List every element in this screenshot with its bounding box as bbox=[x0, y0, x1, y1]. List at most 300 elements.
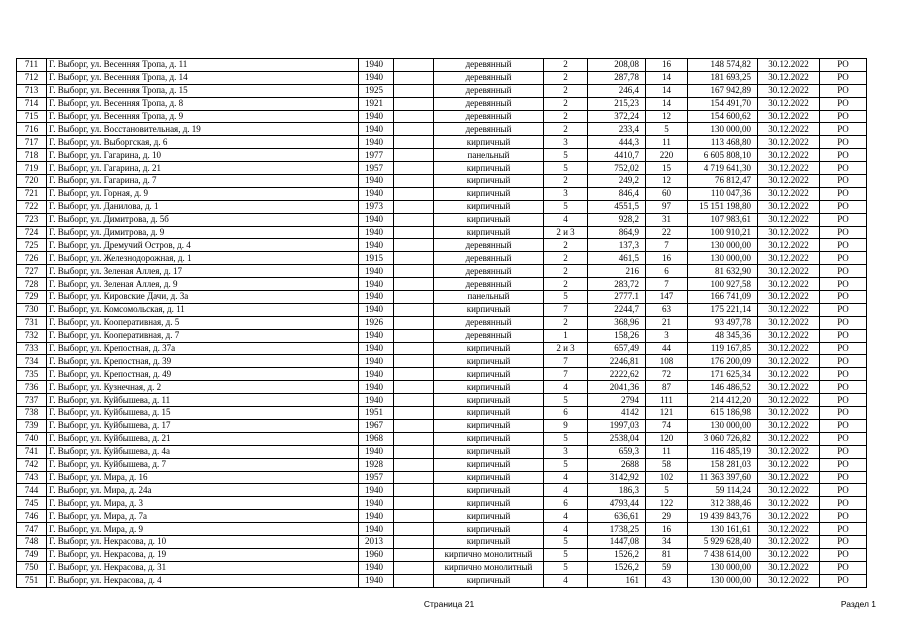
cell-date: 30.12.2022 bbox=[758, 291, 820, 304]
cell-program-code: РО bbox=[820, 445, 867, 458]
cell-area: 2246,81 bbox=[588, 355, 646, 368]
cell-date: 30.12.2022 bbox=[758, 342, 820, 355]
cell-blank-cell bbox=[394, 445, 434, 458]
cell-blank-cell bbox=[394, 291, 434, 304]
table-row bbox=[17, 59, 867, 72]
cell-address: Г. Выборг, ул. Куйбышева, д. 17 bbox=[47, 419, 359, 432]
cell-date: 30.12.2022 bbox=[758, 316, 820, 329]
cell-address: Г. Выборг, ул. Кузнечная, д. 2 bbox=[47, 381, 359, 394]
cell-row-number: 751 bbox=[17, 574, 47, 587]
cell-wall-material: кирпичный bbox=[434, 342, 544, 355]
cell-area: 216 bbox=[588, 265, 646, 278]
cell-cost: 5 929 628,40 bbox=[688, 535, 758, 548]
table-row bbox=[17, 484, 867, 497]
cell-blank-cell bbox=[394, 265, 434, 278]
cell-apartments: 16 bbox=[646, 252, 688, 265]
cell-wall-material: кирпично монолитный bbox=[434, 561, 544, 574]
cell-apartments: 7 bbox=[646, 278, 688, 291]
cell-address: Г. Выборг, ул. Дремучий Остров, д. 4 bbox=[47, 239, 359, 252]
cell-year-built: 1940 bbox=[359, 110, 394, 123]
table-row bbox=[17, 381, 867, 394]
table-row bbox=[17, 123, 867, 136]
table-row bbox=[17, 394, 867, 407]
cell-blank-cell bbox=[394, 97, 434, 110]
cell-blank-cell bbox=[394, 175, 434, 188]
cell-area: 657,49 bbox=[588, 342, 646, 355]
cell-area: 1526,2 bbox=[588, 548, 646, 561]
cell-area: 846,4 bbox=[588, 187, 646, 200]
cell-apartments: 102 bbox=[646, 471, 688, 484]
cell-year-built: 1928 bbox=[359, 458, 394, 471]
cell-year-built: 1940 bbox=[359, 329, 394, 342]
cell-cost: 110 047,36 bbox=[688, 187, 758, 200]
cell-wall-material: кирпичный bbox=[434, 226, 544, 239]
table-row bbox=[17, 97, 867, 110]
cell-row-number: 725 bbox=[17, 239, 47, 252]
cell-row-number: 734 bbox=[17, 355, 47, 368]
cell-year-built: 1940 bbox=[359, 574, 394, 587]
cell-address: Г. Выборг, ул. Некрасова, д. 10 bbox=[47, 535, 359, 548]
cell-address: Г. Выборг, ул. Куйбышева, д. 15 bbox=[47, 407, 359, 420]
cell-apartments: 74 bbox=[646, 419, 688, 432]
cell-row-number: 744 bbox=[17, 484, 47, 497]
cell-floors: 7 bbox=[544, 368, 588, 381]
cell-wall-material: деревянный bbox=[434, 123, 544, 136]
cell-address: Г. Выборг, ул. Куйбышева, д. 4а bbox=[47, 445, 359, 458]
cell-apartments: 31 bbox=[646, 213, 688, 226]
cell-apartments: 81 bbox=[646, 548, 688, 561]
cell-floors: 4 bbox=[544, 471, 588, 484]
cell-area: 461,5 bbox=[588, 252, 646, 265]
cell-wall-material: кирпичный bbox=[434, 497, 544, 510]
cell-wall-material: кирпичный bbox=[434, 394, 544, 407]
cell-address: Г. Выборг, ул. Железнодорожная, д. 1 bbox=[47, 252, 359, 265]
table-row bbox=[17, 252, 867, 265]
cell-year-built: 1977 bbox=[359, 149, 394, 162]
cell-floors: 6 bbox=[544, 497, 588, 510]
cell-wall-material: кирпичный bbox=[434, 458, 544, 471]
cell-cost: 154 491,70 bbox=[688, 97, 758, 110]
cell-cost: 130 000,00 bbox=[688, 123, 758, 136]
cell-apartments: 72 bbox=[646, 368, 688, 381]
cell-blank-cell bbox=[394, 239, 434, 252]
cell-address: Г. Выборг, ул. Мира, д. 3 bbox=[47, 497, 359, 510]
cell-date: 30.12.2022 bbox=[758, 175, 820, 188]
cell-address: Г. Выборг, ул. Восстановительная, д. 19 bbox=[47, 123, 359, 136]
cell-address: Г. Выборг, ул. Кировские Дачи, д. 3а bbox=[47, 291, 359, 304]
cell-wall-material: деревянный bbox=[434, 265, 544, 278]
cell-program-code: РО bbox=[820, 200, 867, 213]
cell-address: Г. Выборг, ул. Крепостная, д. 37а bbox=[47, 342, 359, 355]
cell-cost: 76 812,47 bbox=[688, 175, 758, 188]
cell-area: 3142,92 bbox=[588, 471, 646, 484]
cell-apartments: 7 bbox=[646, 239, 688, 252]
cell-program-code: РО bbox=[820, 84, 867, 97]
table-row bbox=[17, 497, 867, 510]
cell-wall-material: кирпичный bbox=[434, 136, 544, 149]
cell-wall-material: кирпичный bbox=[434, 303, 544, 316]
cell-cost: 4 719 641,30 bbox=[688, 162, 758, 175]
cell-row-number: 727 bbox=[17, 265, 47, 278]
cell-program-code: РО bbox=[820, 419, 867, 432]
cell-area: 2041,36 bbox=[588, 381, 646, 394]
cell-address: Г. Выборг, ул. Данилова, д. 1 bbox=[47, 200, 359, 213]
cell-year-built: 1940 bbox=[359, 187, 394, 200]
cell-cost: 119 167,85 bbox=[688, 342, 758, 355]
cell-date: 30.12.2022 bbox=[758, 84, 820, 97]
table-row bbox=[17, 523, 867, 536]
cell-floors: 5 bbox=[544, 432, 588, 445]
cell-blank-cell bbox=[394, 394, 434, 407]
cell-program-code: РО bbox=[820, 381, 867, 394]
cell-cost: 113 468,80 bbox=[688, 136, 758, 149]
cell-program-code: РО bbox=[820, 149, 867, 162]
cell-cost: 130 000,00 bbox=[688, 239, 758, 252]
cell-cost: 175 221,14 bbox=[688, 303, 758, 316]
cell-blank-cell bbox=[394, 162, 434, 175]
housing-registry-table bbox=[16, 58, 867, 588]
cell-date: 30.12.2022 bbox=[758, 368, 820, 381]
cell-date: 30.12.2022 bbox=[758, 523, 820, 536]
cell-year-built: 1957 bbox=[359, 471, 394, 484]
table-row bbox=[17, 71, 867, 84]
cell-apartments: 14 bbox=[646, 97, 688, 110]
cell-wall-material: кирпичный bbox=[434, 574, 544, 587]
cell-program-code: РО bbox=[820, 59, 867, 72]
cell-apartments: 29 bbox=[646, 510, 688, 523]
cell-cost: 59 114,24 bbox=[688, 484, 758, 497]
table-row bbox=[17, 239, 867, 252]
cell-floors: 2 bbox=[544, 84, 588, 97]
cell-program-code: РО bbox=[820, 368, 867, 381]
table-row bbox=[17, 445, 867, 458]
cell-blank-cell bbox=[394, 136, 434, 149]
cell-blank-cell bbox=[394, 110, 434, 123]
cell-address: Г. Выборг, ул. Крепостная, д. 49 bbox=[47, 368, 359, 381]
cell-blank-cell bbox=[394, 149, 434, 162]
cell-date: 30.12.2022 bbox=[758, 239, 820, 252]
cell-year-built: 1940 bbox=[359, 484, 394, 497]
cell-apartments: 15 bbox=[646, 162, 688, 175]
cell-apartments: 14 bbox=[646, 84, 688, 97]
cell-wall-material: кирпичный bbox=[434, 484, 544, 497]
cell-wall-material: кирпичный bbox=[434, 213, 544, 226]
cell-cost: 100 910,21 bbox=[688, 226, 758, 239]
table-row bbox=[17, 458, 867, 471]
cell-floors: 3 bbox=[544, 136, 588, 149]
cell-floors: 4 bbox=[544, 510, 588, 523]
cell-cost: 130 161,61 bbox=[688, 523, 758, 536]
cell-floors: 4 bbox=[544, 213, 588, 226]
cell-area: 368,96 bbox=[588, 316, 646, 329]
cell-cost: 167 942,89 bbox=[688, 84, 758, 97]
section-label: Раздел 1 bbox=[840, 599, 876, 609]
table-row bbox=[17, 136, 867, 149]
cell-floors: 3 bbox=[544, 445, 588, 458]
cell-floors: 4 bbox=[544, 574, 588, 587]
cell-year-built: 1915 bbox=[359, 252, 394, 265]
cell-blank-cell bbox=[394, 316, 434, 329]
cell-year-built: 1921 bbox=[359, 97, 394, 110]
cell-date: 30.12.2022 bbox=[758, 213, 820, 226]
cell-year-built: 1940 bbox=[359, 523, 394, 536]
cell-address: Г. Выборг, ул. Кооперативная, д. 5 bbox=[47, 316, 359, 329]
table-row bbox=[17, 226, 867, 239]
cell-floors: 7 bbox=[544, 355, 588, 368]
cell-blank-cell bbox=[394, 342, 434, 355]
table-row bbox=[17, 510, 867, 523]
cell-floors: 2 bbox=[544, 110, 588, 123]
cell-floors: 4 bbox=[544, 484, 588, 497]
cell-program-code: РО bbox=[820, 484, 867, 497]
cell-program-code: РО bbox=[820, 252, 867, 265]
cell-row-number: 721 bbox=[17, 187, 47, 200]
table-row bbox=[17, 213, 867, 226]
cell-area: 864,9 bbox=[588, 226, 646, 239]
cell-blank-cell bbox=[394, 574, 434, 587]
cell-blank-cell bbox=[394, 419, 434, 432]
cell-date: 30.12.2022 bbox=[758, 265, 820, 278]
cell-address: Г. Выборг, ул. Весенняя Тропа, д. 11 bbox=[47, 59, 359, 72]
cell-cost: 312 388,46 bbox=[688, 497, 758, 510]
table-row bbox=[17, 278, 867, 291]
cell-area: 4551,5 bbox=[588, 200, 646, 213]
cell-cost: 146 486,52 bbox=[688, 381, 758, 394]
cell-wall-material: панельный bbox=[434, 149, 544, 162]
cell-row-number: 747 bbox=[17, 523, 47, 536]
cell-date: 30.12.2022 bbox=[758, 419, 820, 432]
cell-floors: 3 bbox=[544, 187, 588, 200]
cell-apartments: 60 bbox=[646, 187, 688, 200]
cell-date: 30.12.2022 bbox=[758, 355, 820, 368]
cell-address: Г. Выборг, ул. Гагарина, д. 7 bbox=[47, 175, 359, 188]
cell-blank-cell bbox=[394, 548, 434, 561]
cell-cost: 19 439 843,76 bbox=[688, 510, 758, 523]
cell-floors: 5 bbox=[544, 162, 588, 175]
cell-area: 161 bbox=[588, 574, 646, 587]
cell-wall-material: кирпичный bbox=[434, 162, 544, 175]
cell-apartments: 34 bbox=[646, 535, 688, 548]
cell-cost: 158 281,03 bbox=[688, 458, 758, 471]
cell-blank-cell bbox=[394, 213, 434, 226]
cell-row-number: 746 bbox=[17, 510, 47, 523]
cell-apartments: 3 bbox=[646, 329, 688, 342]
table-row bbox=[17, 329, 867, 342]
table-row bbox=[17, 432, 867, 445]
cell-row-number: 714 bbox=[17, 97, 47, 110]
table-row bbox=[17, 200, 867, 213]
cell-year-built: 1968 bbox=[359, 432, 394, 445]
cell-cost: 130 000,00 bbox=[688, 419, 758, 432]
cell-blank-cell bbox=[394, 84, 434, 97]
table-row bbox=[17, 561, 867, 574]
cell-floors: 4 bbox=[544, 523, 588, 536]
cell-year-built: 1951 bbox=[359, 407, 394, 420]
cell-address: Г. Выборг, ул. Комсомольская, д. 11 bbox=[47, 303, 359, 316]
cell-apartments: 97 bbox=[646, 200, 688, 213]
cell-year-built: 1940 bbox=[359, 59, 394, 72]
cell-cost: 130 000,00 bbox=[688, 561, 758, 574]
cell-cost: 166 741,09 bbox=[688, 291, 758, 304]
cell-date: 30.12.2022 bbox=[758, 149, 820, 162]
cell-program-code: РО bbox=[820, 432, 867, 445]
cell-wall-material: деревянный bbox=[434, 97, 544, 110]
cell-address: Г. Выборг, ул. Некрасова, д. 31 bbox=[47, 561, 359, 574]
cell-program-code: РО bbox=[820, 471, 867, 484]
cell-date: 30.12.2022 bbox=[758, 381, 820, 394]
cell-year-built: 1926 bbox=[359, 316, 394, 329]
table-row bbox=[17, 175, 867, 188]
cell-floors: 2 bbox=[544, 265, 588, 278]
cell-date: 30.12.2022 bbox=[758, 278, 820, 291]
cell-area: 215,23 bbox=[588, 97, 646, 110]
cell-address: Г. Выборг, ул. Димитрова, д. 9 bbox=[47, 226, 359, 239]
cell-year-built: 1940 bbox=[359, 265, 394, 278]
cell-date: 30.12.2022 bbox=[758, 561, 820, 574]
cell-program-code: РО bbox=[820, 303, 867, 316]
cell-floors: 2 bbox=[544, 59, 588, 72]
cell-program-code: РО bbox=[820, 265, 867, 278]
cell-apartments: 16 bbox=[646, 523, 688, 536]
cell-floors: 5 bbox=[544, 458, 588, 471]
cell-apartments: 121 bbox=[646, 407, 688, 420]
table-body bbox=[17, 59, 867, 588]
cell-date: 30.12.2022 bbox=[758, 252, 820, 265]
cell-row-number: 723 bbox=[17, 213, 47, 226]
cell-date: 30.12.2022 bbox=[758, 123, 820, 136]
cell-apartments: 12 bbox=[646, 175, 688, 188]
table-row bbox=[17, 187, 867, 200]
cell-area: 283,72 bbox=[588, 278, 646, 291]
cell-year-built: 1940 bbox=[359, 303, 394, 316]
cell-year-built: 1940 bbox=[359, 291, 394, 304]
cell-apartments: 16 bbox=[646, 59, 688, 72]
cell-blank-cell bbox=[394, 226, 434, 239]
cell-year-built: 1925 bbox=[359, 84, 394, 97]
cell-program-code: РО bbox=[820, 535, 867, 548]
cell-year-built: 1940 bbox=[359, 394, 394, 407]
cell-area: 249,2 bbox=[588, 175, 646, 188]
cell-address: Г. Выборг, ул. Куйбышева, д. 11 bbox=[47, 394, 359, 407]
table-row bbox=[17, 419, 867, 432]
cell-wall-material: кирпичный bbox=[434, 535, 544, 548]
cell-year-built: 1940 bbox=[359, 381, 394, 394]
cell-row-number: 722 bbox=[17, 200, 47, 213]
cell-wall-material: кирпичный bbox=[434, 445, 544, 458]
cell-floors: 2 и 3 bbox=[544, 342, 588, 355]
cell-area: 636,61 bbox=[588, 510, 646, 523]
cell-row-number: 735 bbox=[17, 368, 47, 381]
cell-row-number: 750 bbox=[17, 561, 47, 574]
cell-program-code: РО bbox=[820, 561, 867, 574]
cell-blank-cell bbox=[394, 200, 434, 213]
cell-address: Г. Выборг, ул. Куйбышева, д. 7 bbox=[47, 458, 359, 471]
cell-wall-material: деревянный bbox=[434, 110, 544, 123]
cell-cost: 214 412,20 bbox=[688, 394, 758, 407]
cell-blank-cell bbox=[394, 278, 434, 291]
cell-floors: 1 bbox=[544, 329, 588, 342]
cell-apartments: 120 bbox=[646, 432, 688, 445]
cell-floors: 5 bbox=[544, 200, 588, 213]
cell-program-code: РО bbox=[820, 136, 867, 149]
cell-floors: 4 bbox=[544, 381, 588, 394]
cell-address: Г. Выборг, ул. Зеленая Аллея, д. 17 bbox=[47, 265, 359, 278]
table-row bbox=[17, 265, 867, 278]
cell-blank-cell bbox=[394, 458, 434, 471]
table-row bbox=[17, 291, 867, 304]
cell-cost: 176 200,09 bbox=[688, 355, 758, 368]
cell-apartments: 14 bbox=[646, 71, 688, 84]
table-row bbox=[17, 368, 867, 381]
cell-year-built: 1940 bbox=[359, 355, 394, 368]
cell-program-code: РО bbox=[820, 355, 867, 368]
cell-cost: 3 060 726,82 bbox=[688, 432, 758, 445]
cell-wall-material: кирпичный bbox=[434, 200, 544, 213]
cell-wall-material: кирпичный bbox=[434, 355, 544, 368]
cell-program-code: РО bbox=[820, 71, 867, 84]
cell-area: 4793,44 bbox=[588, 497, 646, 510]
cell-apartments: 63 bbox=[646, 303, 688, 316]
cell-blank-cell bbox=[394, 355, 434, 368]
cell-floors: 5 bbox=[544, 535, 588, 548]
cell-address: Г. Выборг, ул. Гагарина, д. 21 bbox=[47, 162, 359, 175]
cell-cost: 81 632,90 bbox=[688, 265, 758, 278]
cell-area: 372,24 bbox=[588, 110, 646, 123]
cell-apartments: 22 bbox=[646, 226, 688, 239]
cell-year-built: 1940 bbox=[359, 497, 394, 510]
cell-address: Г. Выборг, ул. Горная, д. 9 bbox=[47, 187, 359, 200]
cell-row-number: 719 bbox=[17, 162, 47, 175]
cell-floors: 6 bbox=[544, 407, 588, 420]
cell-blank-cell bbox=[394, 523, 434, 536]
cell-blank-cell bbox=[394, 471, 434, 484]
cell-address: Г. Выборг, ул. Мира, д. 7а bbox=[47, 510, 359, 523]
cell-floors: 5 bbox=[544, 561, 588, 574]
cell-date: 30.12.2022 bbox=[758, 303, 820, 316]
cell-blank-cell bbox=[394, 252, 434, 265]
cell-apartments: 220 bbox=[646, 149, 688, 162]
cell-program-code: РО bbox=[820, 175, 867, 188]
cell-area: 1738,25 bbox=[588, 523, 646, 536]
cell-area: 4142 bbox=[588, 407, 646, 420]
cell-cost: 100 927,58 bbox=[688, 278, 758, 291]
cell-wall-material: кирпичный bbox=[434, 381, 544, 394]
table-row bbox=[17, 110, 867, 123]
cell-date: 30.12.2022 bbox=[758, 535, 820, 548]
cell-row-number: 729 bbox=[17, 291, 47, 304]
cell-wall-material: деревянный bbox=[434, 59, 544, 72]
cell-year-built: 2013 bbox=[359, 535, 394, 548]
cell-area: 2794 bbox=[588, 394, 646, 407]
cell-year-built: 1940 bbox=[359, 239, 394, 252]
cell-cost: 7 438 614,00 bbox=[688, 548, 758, 561]
page-number: Страница 21 bbox=[423, 599, 475, 609]
cell-area: 137,3 bbox=[588, 239, 646, 252]
cell-program-code: РО bbox=[820, 187, 867, 200]
cell-blank-cell bbox=[394, 561, 434, 574]
cell-program-code: РО bbox=[820, 523, 867, 536]
cell-year-built: 1940 bbox=[359, 342, 394, 355]
cell-apartments: 6 bbox=[646, 265, 688, 278]
cell-date: 30.12.2022 bbox=[758, 394, 820, 407]
cell-floors: 5 bbox=[544, 291, 588, 304]
cell-floors: 2 bbox=[544, 239, 588, 252]
cell-address: Г. Выборг, ул. Куйбышева, д. 21 bbox=[47, 432, 359, 445]
cell-area: 2222,62 bbox=[588, 368, 646, 381]
cell-date: 30.12.2022 bbox=[758, 136, 820, 149]
cell-area: 659,3 bbox=[588, 445, 646, 458]
cell-wall-material: деревянный bbox=[434, 239, 544, 252]
